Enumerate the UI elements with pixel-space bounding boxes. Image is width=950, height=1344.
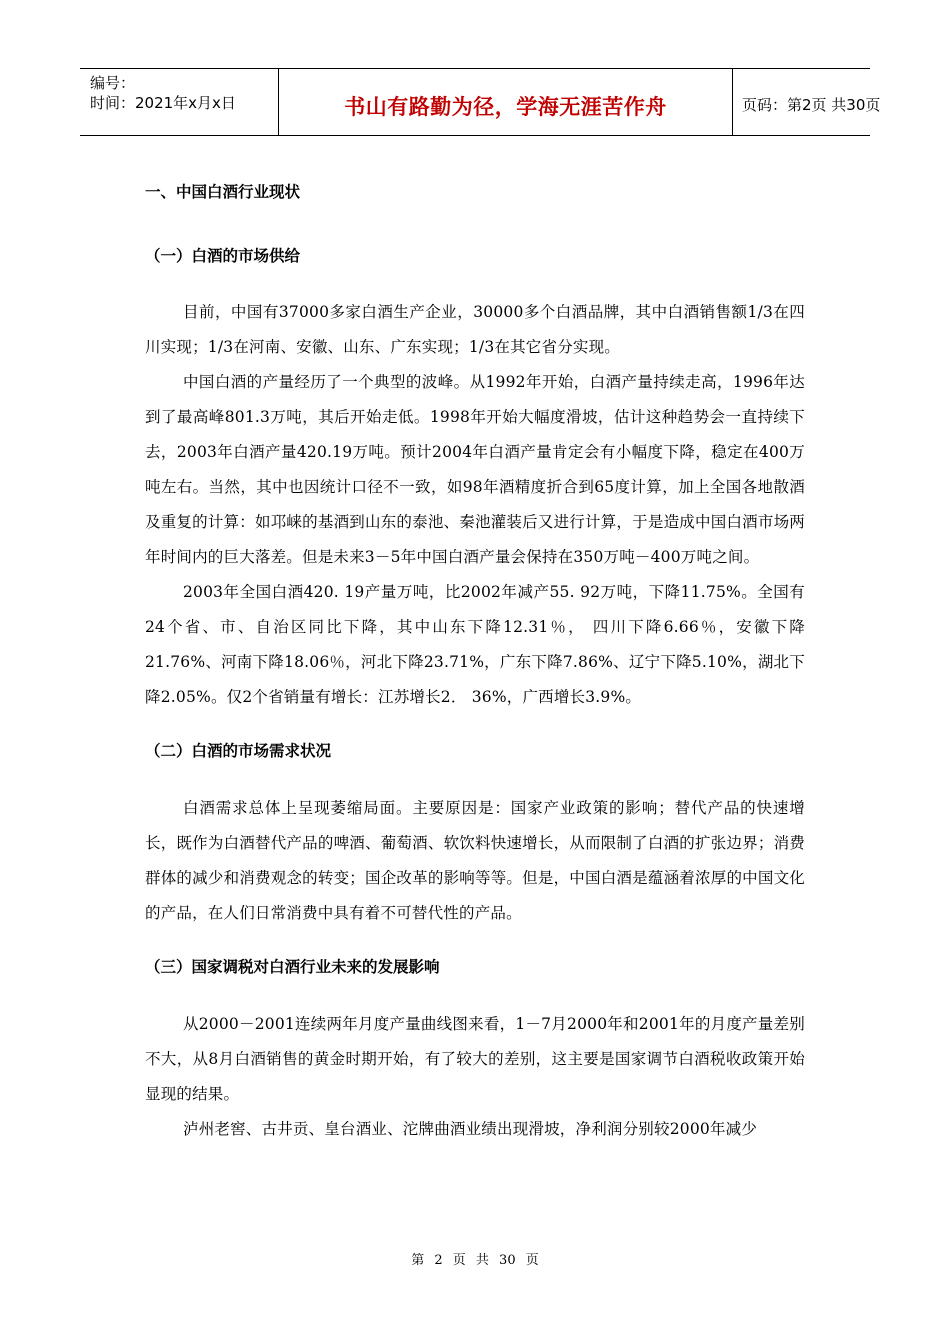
section-1-paragraph-2: 中国白酒的产量经历了一个典型的波峰。从1992年开始，白酒产量持续走高，1996年达到了最高峰801.3万吨，其后开始走低。1998年开始大幅度滑坡，估计这种趋势会一直持续下去，2003年白酒产量420.19万吨。预计2004年白酒产量肯定会有小幅度下降，稳定在400万吨左右。当然，其中也因统计口径不一致，如98年酒精度折合到65度计算，加上全国各地散酒及重复的计算：如邛崃的基酒到山东的泰池、秦池灌装后又进行计算，于是造成中国白酒市场两年时间内的巨大落差。但是未来3－5年中国白酒产量会保持在350万吨－400万吨之间。 xyxy=(145,373,805,566)
section-3-paragraph-2: 泸州老窖、古井贡、皇台酒业、沱牌曲酒业绩出现滑坡，净利润分别较2000年减少 xyxy=(183,1120,758,1138)
section-3-paragraph-1: 从2000－2001连续两年月度产量曲线图来看，1－7月2000年和2001年的月度产量差别不大，从8月白酒销售的黄金时期开始，有了较大的差别，这主要是国家调节白酒税收政策开始显现的结果。 xyxy=(145,1015,805,1103)
page-header xyxy=(80,68,881,136)
document-date: 时间：2021年x月x日 xyxy=(90,94,236,112)
header-page-cell xyxy=(733,69,881,135)
header-page-number: 页码：第2页 共30页 xyxy=(742,96,881,114)
section-2-paragraph-1: 白酒需求总体上呈现萎缩局面。主要原因是：国家产业政策的影响；替代产品的快速增长，既作为白酒替代产品的啤酒、葡萄酒、软饮料快速增长，从而限制了白酒的扩张边界；消费群体的减少和消费观念的转变；国企改革的影响等等。但是，中国白酒是蕴涵着浓厚的中国文化的产品，在人们日常消费中具有着不可替代性的产品。 xyxy=(145,799,805,922)
section-3-heading: （三）国家调税对白酒行业未来的发展影响 xyxy=(145,958,440,976)
header-motto-cell xyxy=(279,69,733,135)
page-footer: 第 2 页 共 30 页 xyxy=(411,1253,539,1268)
header-info-cell xyxy=(80,69,279,135)
section-1-paragraph-1: 目前，中国有37000多家白酒生产企业，30000多个白酒品牌，其中白酒销售额1/3在四川实现；1/3在河南、安徽、山东、广东实现；1/3在其它省分实现。 xyxy=(145,303,805,356)
section-1-heading: （一）白酒的市场供给 xyxy=(145,247,301,265)
main-heading: 一、中国白酒行业现状 xyxy=(145,183,301,201)
motto: 书山有路勤为径，学海无涯苦作舟 xyxy=(344,95,667,119)
document-body xyxy=(145,176,805,1147)
document-number: 编号： xyxy=(90,74,136,92)
section-2-heading: （二）白酒的市场需求状况 xyxy=(145,742,332,760)
section-1-paragraph-3: 2003年全国白酒420. 19产量万吨，比2002年减产55. 92万吨，下降11.75%。全国有24个省、市、自治区同比下降，其中山东下降12.31％， 四川下降6.66％，安徽下降21.76%、河南下降18.06％，河北下降23.71%，广东下降7.86%、辽宁下降5.10%，湖北下降2.05%。仅2个省销量有增长：江苏增长2． 36%，广西增长3.9%。 xyxy=(145,583,805,706)
